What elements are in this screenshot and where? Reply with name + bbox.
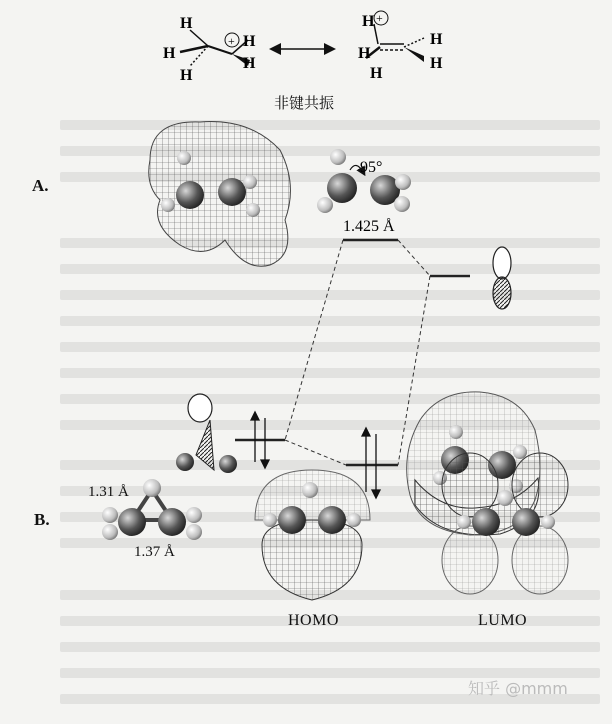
- h-atom-label: H: [243, 55, 256, 72]
- h-atom-label: H: [358, 45, 371, 62]
- watermark: 知乎 @mmm: [468, 679, 568, 698]
- h-atom-label: H: [370, 65, 383, 82]
- orbital-mesh-a-top-left: [149, 122, 291, 267]
- bond-length-label: 1.31 Å: [88, 484, 129, 500]
- figure-caption: 非键共振: [274, 94, 335, 112]
- correlation-lines: [285, 240, 430, 465]
- structure-left: [180, 30, 250, 66]
- lumo-label: LUMO: [478, 612, 528, 629]
- bond-length-label: 1.37 Å: [134, 544, 175, 560]
- positive-charge-label: +: [376, 11, 383, 25]
- p-orbital-icon: [493, 247, 511, 309]
- bond-length-label: 1.425 Å: [343, 218, 395, 235]
- h-atom-label: H: [362, 13, 375, 30]
- h-atom-label: H: [243, 33, 256, 50]
- section-label-b: B.: [34, 510, 50, 529]
- h-atom-label: H: [430, 55, 443, 72]
- homo-label: HOMO: [288, 612, 339, 629]
- hybrid-orbital-icon: [176, 394, 237, 473]
- structure-right: [366, 11, 424, 62]
- positive-charge-label: +: [228, 34, 235, 48]
- electron-pair-right: [362, 428, 380, 498]
- angle-label: 95°: [360, 159, 383, 176]
- orbital-homo: [255, 470, 370, 600]
- h-atom-label: H: [180, 15, 193, 32]
- h-atom-label: H: [430, 31, 443, 48]
- h-atom-label: H: [180, 67, 193, 84]
- h-atom-label: H: [163, 45, 176, 62]
- section-label-a: A.: [32, 176, 49, 195]
